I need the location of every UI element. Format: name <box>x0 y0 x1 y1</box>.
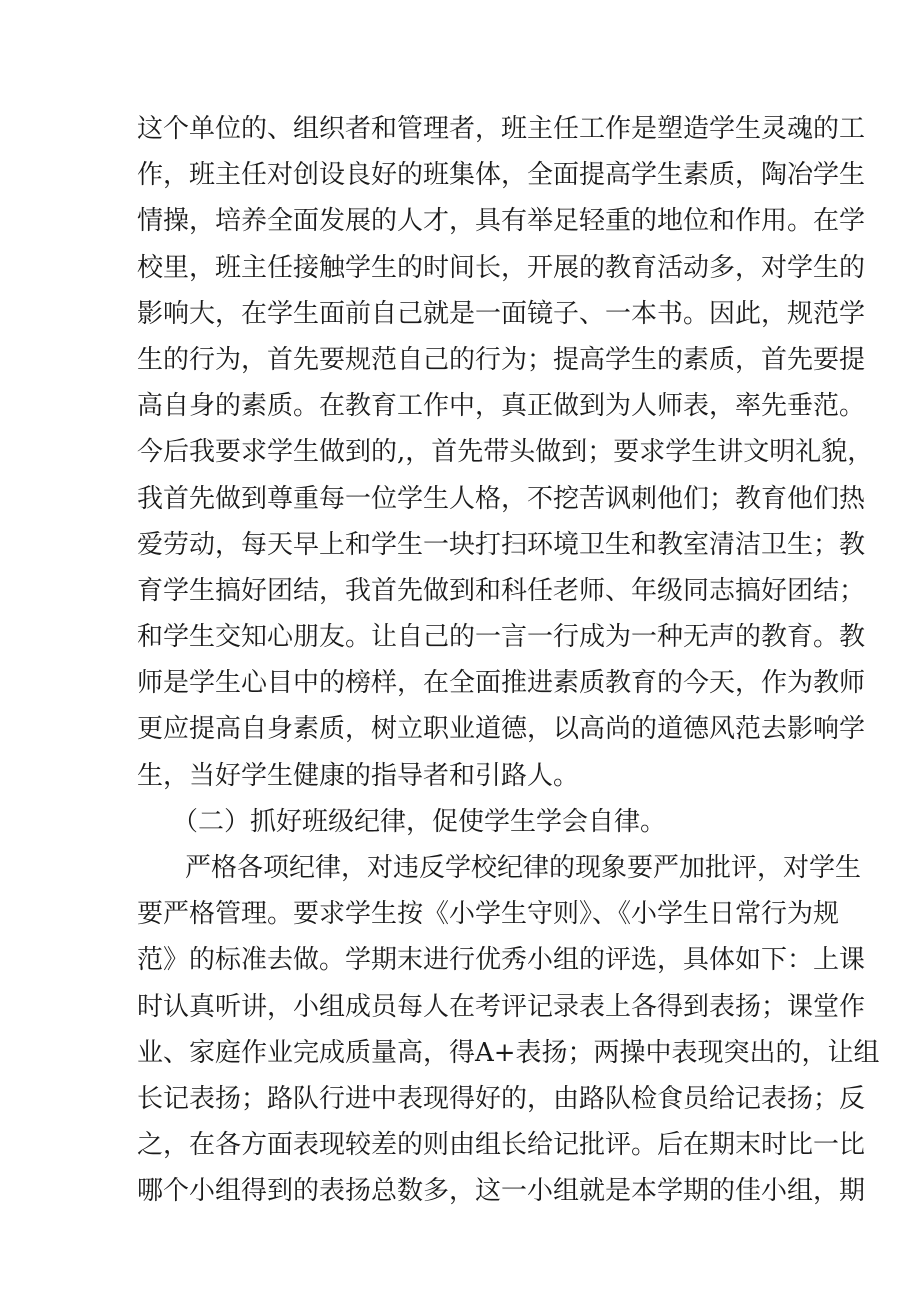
paragraph-1 <box>137 106 874 799</box>
body-text <box>137 106 880 1215</box>
text-line: 师是学生心目中的榜样，在全面推进素质教育的今天，作为教师 <box>137 668 866 699</box>
text-line: 高自身的素质。在教育工作中，真正做到为人师表，率先垂范。 <box>137 391 866 422</box>
text-line: 作，班主任对创设良好的班集体，全面提高学生素质，陶冶学生 <box>137 160 866 191</box>
text-line: 长记表扬；路队行进中表现得好的，由路队检食员给记表扬；反 <box>137 1083 866 1114</box>
text-line: 生，当好学生健康的指导者和引路人。 <box>137 760 580 791</box>
section-heading: （二）抓好班级纪律，促使学生学会自律。 <box>172 806 667 837</box>
text-line: 业、家庭作业完成质量高，得A+表扬；两操中表现突出的，让组 <box>137 1037 880 1068</box>
text-line: 哪个小组得到的表扬总数多，这一小组就是本学期的佳小组，期 <box>137 1176 866 1207</box>
text-line: 和学生交知心朋友。让自己的一言一行成为一种无声的教育。教 <box>137 622 866 653</box>
text-line: 之，在各方面表现较差的则由组长给记批评。后在期末时比一比 <box>137 1130 866 1161</box>
text-line: 爱劳动，每天早上和学生一块打扫环境卫生和教室清洁卫生；教 <box>137 529 866 560</box>
text-line: 我首先做到尊重每一位学生人格，不挖苦讽刺他们；教育他们热 <box>137 483 866 514</box>
text-line: 影响大，在学生面前自己就是一面镜子、一本书。因此，规范学 <box>137 298 866 329</box>
text-line: 这个单位的、组织者和管理者，班主任工作是塑造学生灵魂的工 <box>137 114 866 144</box>
text-line: 时认真听讲，小组成员每人在考评记录表上各得到表扬；课堂作 <box>137 991 866 1022</box>
text-line: 育学生搞好团结，我首先做到和科任老师、年级同志搞好团结； <box>137 575 866 606</box>
paragraph-2 <box>137 845 880 1215</box>
text-line: 范》的标准去做。学期末进行优秀小组的评选，具体如下：上课 <box>137 945 866 976</box>
text-line: 情操，培养全面发展的人才，具有举足轻重的地位和作用。在学 <box>137 206 866 237</box>
text-line: 生的行为，首先要规范自己的行为；提高学生的素质，首先要提 <box>137 344 866 375</box>
text-line: 校里，班主任接触学生的时间长，开展的教育活动多，对学生的 <box>137 252 866 283</box>
text-line: 要严格管理。要求学生按《小学生守则》、《小学生日常行为规 <box>137 899 840 930</box>
text-line: 更应提高自身素质，树立职业道德，以高尚的道德风范去影响学 <box>137 714 866 745</box>
text-line: 今后我要求学生做到的,，首先带头做到；要求学生讲文明礼貌， <box>137 437 874 468</box>
text-line: 严格各项纪律，对违反学校纪律的现象要严加批评，对学生 <box>185 853 862 883</box>
